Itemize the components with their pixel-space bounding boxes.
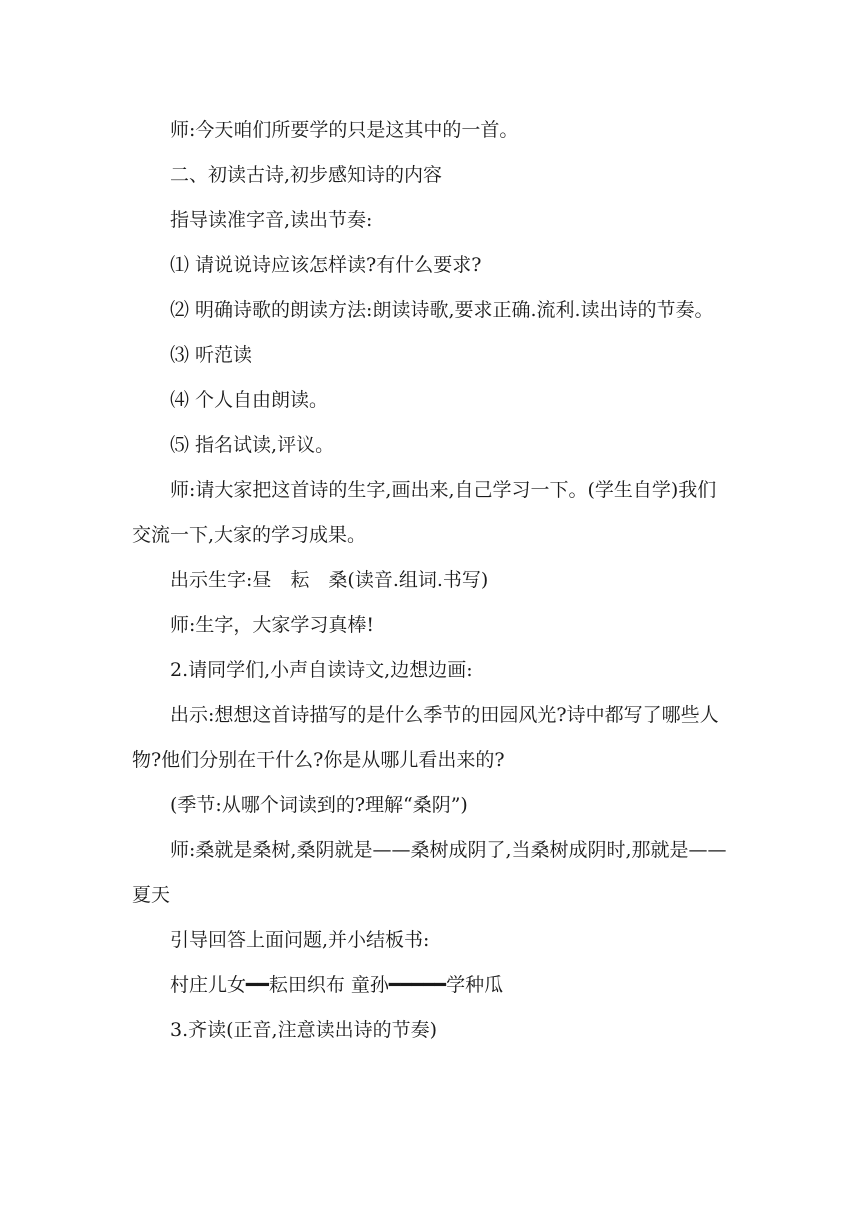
board-writing: 村庄儿女━━耘田织布 童孙━━━━━学种瓜 (170, 974, 504, 996)
paragraph-11: 师:生字，大家学习真棒! (170, 614, 375, 636)
paragraph-18: 3.齐读(正音,注意读出诗的节奏) (170, 1019, 437, 1041)
list-item-5: ⑸ 指名试读,评议。 (170, 434, 335, 456)
list-item-1: ⑴ 请说说诗应该怎样读?有什么要求? (170, 254, 482, 276)
paragraph-13: 出示:想想这首诗描写的是什么季节的田园风光?诗中都写了哪些人物?他们分别在干什么?你是从哪儿看出来的? (132, 704, 719, 771)
list-item-3: ⑶ 听范读 (170, 344, 253, 366)
paragraph-14: (季节:从哪个词读到的?理解“桑阴”) (170, 794, 468, 816)
list-item-4: ⑷ 个人自由朗读。 (170, 389, 329, 411)
paragraph-15: 师:桑就是桑树,桑阴就是——桑树成阴了,当桑树成阴时,那就是——夏天 (132, 839, 727, 906)
paragraph-10: 出示生字:昼 耘 桑(读音.组词.书写) (170, 569, 489, 591)
document-body (132, 108, 732, 1053)
paragraph-1: 师:今天咱们所要学的只是这其中的一首。 (170, 119, 519, 141)
paragraph-12: 2.请同学们,小声自读诗文,边想边画: (170, 659, 473, 681)
paragraph-9: 师:请大家把这首诗的生字,画出来,自己学习一下。(学生自学)我们交流一下,大家的学习成果。 (132, 479, 717, 546)
list-item-2: ⑵ 明确诗歌的朗读方法:朗读诗歌,要求正确.流利.读出诗的节奏。 (170, 299, 714, 321)
section-heading: 二、初读古诗,初步感知诗的内容 (170, 164, 443, 186)
paragraph-16: 引导回答上面问题,并小结板书: (170, 929, 430, 951)
paragraph-3: 指导读准字音,读出节奏: (170, 209, 373, 231)
